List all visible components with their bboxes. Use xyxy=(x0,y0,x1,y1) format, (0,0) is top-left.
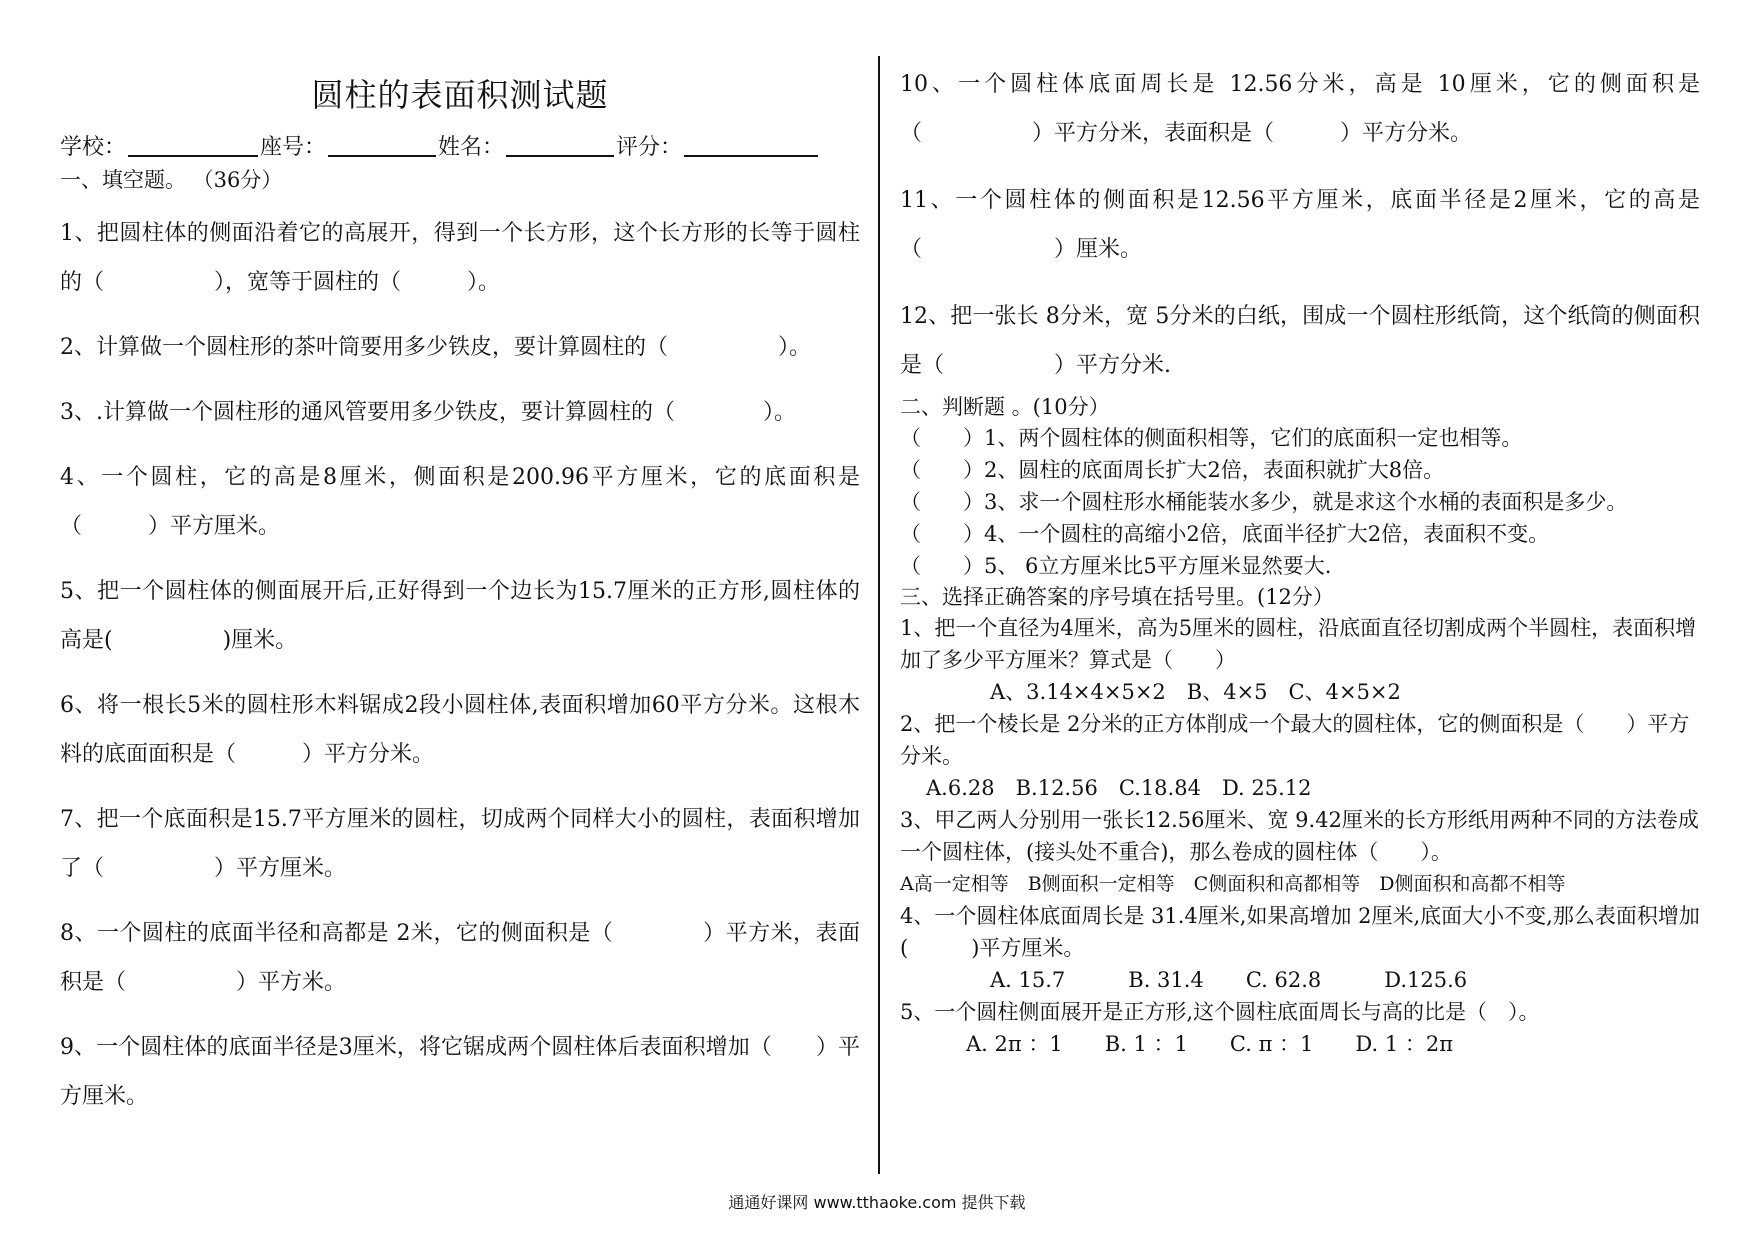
left-column xyxy=(60,60,860,1137)
choice-question-1: 1、把一个直径为4厘米，高为5厘米的圆柱，沿底面直径切割成两个半圆柱，表面积增加了多少平方厘米？算式是（ ） xyxy=(900,616,1697,672)
choice-options-5: A. 2π ：1 B. 1 ：1 C. π ：1 D. 1 ：2π xyxy=(966,1032,1454,1056)
question-5: 5、把一个圆柱体的侧面展开后,正好得到一个边长为15.7厘米的正方形,圆柱体的高是( )厘米。 xyxy=(60,579,860,653)
question-7: 7、把一个底面积是15.7平方厘米的圆柱，切成两个同样大小的圆柱，表面积增加了（ ）平方厘米。 xyxy=(60,807,860,881)
judge-item-1: （ ）1、两个圆柱体的侧面积相等，它们的底面积一定也相等。 xyxy=(900,426,1523,450)
right-column xyxy=(900,60,1700,1060)
choice-options-1: A、3.14×4×5×2 B、4×5 C、4×5×2 xyxy=(990,680,1401,704)
school-label: 学校： xyxy=(60,135,127,160)
question-11: 11、一个圆柱体的侧面积是12.56平方厘米，底面半径是2厘米，它的高是（ ）厘米。 xyxy=(900,188,1700,262)
seat-blank xyxy=(328,133,436,157)
name-blank xyxy=(506,133,614,157)
section-judge-heading: 二、判断题 。(10分） xyxy=(900,395,1110,419)
judge-item-3: （ ）3、求一个圆柱形水桶能装水多少，就是求这个水桶的表面积是多少。 xyxy=(900,490,1628,514)
footer-credit: 通通好课网 www.tthaoke.com 提供下载 xyxy=(728,1193,1026,1212)
section-fill-heading: 一、填空题。 （36分） xyxy=(60,168,283,192)
judge-item-2: （ ）2、圆柱的底面周长扩大2倍，表面积就扩大8倍。 xyxy=(900,458,1445,482)
question-6: 6、将一根长5米的圆柱形木料锯成2段小圆柱体,表面积增加60平方分米。这根木料的底面面积是（ ）平方分米。 xyxy=(60,693,860,767)
choice-question-3: 3、甲乙两人分别用一张长12.56厘米、宽 9.42厘米的长方形纸用两种不同的方法卷成一个圆柱体，(接头处不重合)，那么卷成的圆柱体（ ）。 xyxy=(900,808,1699,864)
name-label: 姓名： xyxy=(438,135,505,160)
choice-question-5: 5、一个圆柱侧面展开是正方形,这个圆柱底面周长与高的比是（ ）。 xyxy=(900,1000,1540,1024)
info-row xyxy=(60,130,860,161)
question-8: 8、一个圆柱的底面半径和高都是 2米，它的侧面积是（ ）平方米，表面积是（ ）平方米。 xyxy=(60,921,860,995)
question-1: 1、把圆柱体的侧面沿着它的高展开，得到一个长方形，这个长方形的长等于圆柱的（ ），宽等于圆柱的（ ）。 xyxy=(60,221,860,295)
choice-question-4: 4、一个圆柱体底面周长是 31.4厘米,如果高增加 2厘米,底面大小不变,那么表面积增加( )平方厘米。 xyxy=(900,904,1700,960)
choice-options-3: A高一定相等 B侧面积一定相等 C侧面积和高都相等 D侧面积和高都不相等 xyxy=(900,873,1566,895)
question-10: 10、一个圆柱体底面周长是 12.56分米，高是 10厘米，它的侧面积是（ ）平方分米，表面积是（ ）平方分米。 xyxy=(900,72,1700,146)
choice-options-4: A. 15.7 B. 31.4 C. 62.8 D.125.6 xyxy=(990,968,1468,992)
question-9: 9、一个圆柱体的底面半径是3厘米，将它锯成两个圆柱体后表面积增加（ ）平方厘米。 xyxy=(60,1035,860,1109)
choice-options-2: A.6.28 B.12.56 C.18.84 D. 25.12 xyxy=(926,776,1312,800)
question-3: 3、.计算做一个圆柱形的通风管要用多少铁皮，要计算圆柱的（ ）。 xyxy=(60,400,796,425)
question-12: 12、把一张长 8分米，宽 5分米的白纸，围成一个圆柱形纸筒，这个纸筒的侧面积是（ ）平方分米. xyxy=(900,304,1700,378)
page-title: 圆柱的表面积测试题 xyxy=(311,76,609,114)
score-blank xyxy=(684,133,818,157)
section-choice-heading: 三、选择正确答案的序号填在括号里。(12分） xyxy=(900,585,1334,609)
school-blank xyxy=(128,133,258,157)
choice-question-2: 2、把一个棱长是 2分米的正方体削成一个最大的圆柱体，它的侧面积是（ ）平方分米。 xyxy=(900,712,1690,768)
question-4: 4、一个圆柱，它的高是8厘米，侧面积是200.96平方厘米，它的底面积是（ ）平方厘米。 xyxy=(60,465,860,539)
judge-item-5: （ ）5、 6立方厘米比5平方厘米显然要大. xyxy=(900,554,1332,578)
column-divider xyxy=(878,56,880,1174)
question-2: 2、计算做一个圆柱形的茶叶筒要用多少铁皮，要计算圆柱的（ ）。 xyxy=(60,335,811,360)
seat-label: 座号： xyxy=(260,135,327,160)
judge-item-4: （ ）4、一个圆柱的高缩小2倍，底面半径扩大2倍，表面积不变。 xyxy=(900,522,1550,546)
score-label: 评分： xyxy=(616,135,683,160)
